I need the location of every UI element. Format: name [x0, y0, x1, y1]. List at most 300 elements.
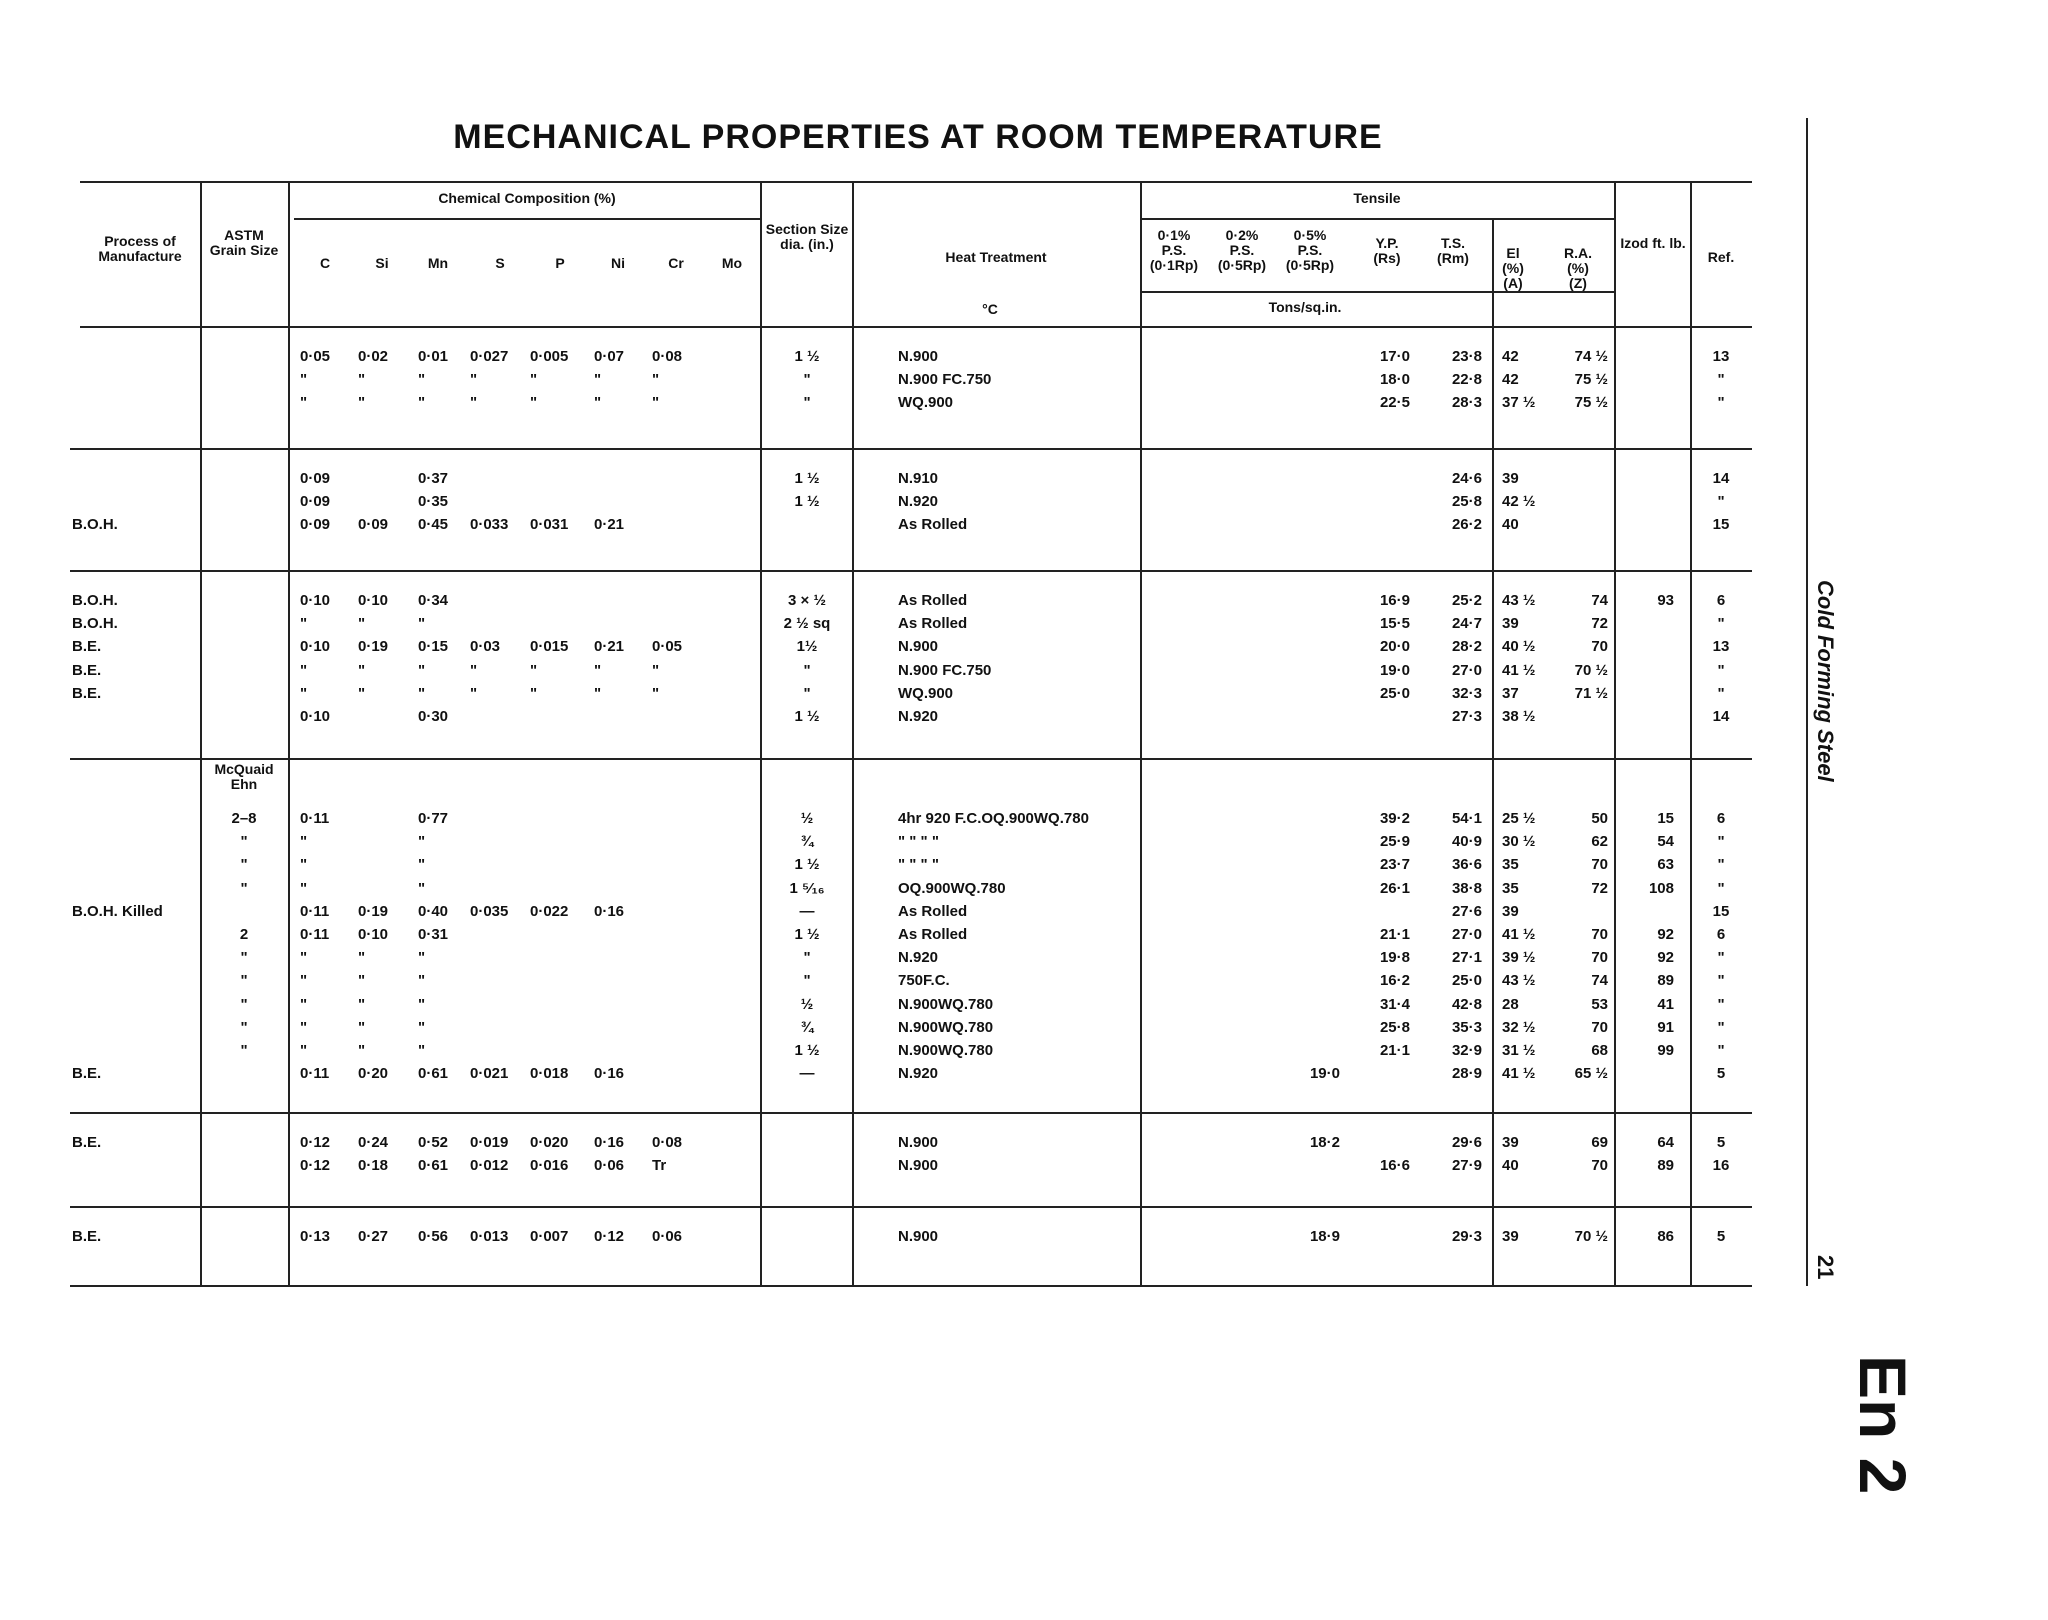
cell-Ni: 0·21	[594, 638, 625, 656]
cell-ra: 62	[1591, 833, 1608, 851]
header-astm: ASTM Grain Size	[209, 227, 279, 258]
cell-ts: 36·6	[1451, 856, 1482, 874]
cell-sec: 1 ½	[794, 348, 820, 365]
cell-C: 0·09	[300, 516, 331, 534]
cell-yp: 25·9	[1379, 833, 1410, 851]
cell-ts: 24·6	[1451, 470, 1482, 487]
cell-izod: 15	[1657, 810, 1674, 827]
cell-Mn: 0·31	[418, 926, 449, 943]
cell-sec: 1 ½	[794, 470, 820, 487]
cell-Mn: 0·45	[418, 516, 449, 534]
header-ps05: 0·5% P.S. (0·5Rp)	[1285, 227, 1335, 273]
cell-C: "	[300, 684, 308, 702]
cell-ts: 54·1	[1451, 810, 1482, 827]
cell-ra: 70	[1591, 949, 1608, 967]
cell-Cr: 0·06	[652, 1228, 683, 1245]
header-Ni: Ni	[611, 255, 625, 271]
cell-ht: " " " "	[898, 856, 939, 874]
cell-el: 39	[1502, 470, 1519, 487]
cell-C: 0·10	[300, 592, 331, 609]
header-process: Process of Manufacture	[98, 233, 182, 264]
cell-S: 0·012	[470, 1157, 509, 1175]
cell-el: 32 ½	[1502, 1018, 1536, 1036]
cell-proc: B.E.	[72, 1065, 102, 1083]
cell-Si: 0·24	[358, 1134, 389, 1151]
cell-Mn: "	[418, 949, 426, 967]
cell-ts: 42·8	[1451, 995, 1482, 1013]
cell-Ni: 0·16	[594, 1134, 625, 1151]
cell-Mn: "	[418, 684, 426, 702]
cell-el: 31 ½	[1502, 1042, 1536, 1059]
cell-Ni: 0·16	[594, 1065, 625, 1083]
cell-S: "	[470, 684, 478, 702]
cell-ht: N.900WQ.780	[898, 1042, 994, 1059]
cell-yp: 31·4	[1379, 995, 1410, 1013]
cell-ra: 70 ½	[1574, 661, 1608, 679]
cell-C: 0·09	[300, 493, 331, 511]
cell-ts: 27·6	[1451, 902, 1482, 920]
header-ps01: 0·1% P.S. (0·1Rp)	[1149, 227, 1199, 273]
cell-C: 0·12	[300, 1134, 331, 1151]
cell-ht: N.900	[898, 1157, 939, 1175]
cell-P: 0·031	[530, 516, 569, 534]
cell-Mn: 0·56	[418, 1228, 449, 1245]
cell-ra: 70	[1591, 926, 1608, 943]
cell-ht: 4hr 920 F.C.OQ.900WQ.780	[898, 810, 1089, 827]
cell-ts: 28·9	[1451, 1065, 1482, 1083]
cell-ref: 6	[1716, 592, 1726, 609]
cell-astm: "	[240, 972, 248, 990]
cell-izod: 108	[1648, 879, 1674, 897]
cell-ref: "	[1717, 394, 1725, 412]
cell-el: 43 ½	[1502, 972, 1536, 990]
cell-ht: N.900 FC.750	[898, 371, 992, 389]
cell-sec: 1 ½	[794, 708, 820, 725]
cell-sec: 2 ½ sq	[783, 615, 831, 633]
cell-P: "	[530, 684, 538, 702]
cell-izod: 63	[1657, 856, 1674, 874]
cell-izod: 54	[1657, 833, 1674, 851]
cell-ra: 70	[1591, 1157, 1608, 1175]
cell-ref: "	[1717, 995, 1725, 1013]
cell-proc: B.E.	[72, 661, 102, 679]
cell-izod: 92	[1657, 949, 1674, 967]
cell-izod: 99	[1657, 1042, 1674, 1059]
cell-yp: 23·7	[1379, 856, 1410, 874]
cell-el: 35	[1502, 856, 1519, 874]
cell-Cr: 0·08	[652, 348, 683, 365]
cell-sec: "	[803, 949, 811, 967]
header-S: S	[495, 255, 505, 271]
cell-S: 0·033	[470, 516, 509, 534]
cell-Ni: "	[594, 371, 602, 389]
cell-C: 0·10	[300, 638, 331, 656]
cell-el: 42	[1502, 371, 1519, 389]
header-Mo: Mo	[721, 255, 743, 271]
cell-ref: "	[1717, 972, 1725, 990]
cell-S: "	[470, 661, 478, 679]
cell-C: "	[300, 615, 308, 633]
cell-C: 0·11	[300, 810, 330, 827]
cell-Si: "	[358, 394, 366, 412]
cell-Mn: 0·77	[418, 810, 449, 827]
cell-yp: 39·2	[1379, 810, 1410, 827]
cell-sec: 1 ½	[794, 856, 820, 874]
cell-yp: 19·0	[1379, 661, 1410, 679]
cell-astm: 2–8	[231, 810, 257, 827]
cell-ref: 6	[1716, 810, 1726, 827]
cell-ts: 27·9	[1451, 1157, 1482, 1175]
cell-Mn: 0·01	[418, 348, 449, 365]
cell-ref: 14	[1712, 708, 1730, 725]
cell-Si: 0·27	[358, 1228, 389, 1245]
cell-ts: 25·2	[1451, 592, 1482, 609]
cell-ps05: 18·2	[1309, 1134, 1340, 1151]
cell-proc: B.E.	[72, 638, 102, 656]
cell-ht: N.910	[898, 470, 939, 487]
cell-P: "	[530, 394, 538, 412]
cell-ht: As Rolled	[898, 926, 968, 943]
cell-S: 0·035	[470, 902, 509, 920]
cell-yp: 21·1	[1379, 926, 1410, 943]
cell-ref: 5	[1716, 1228, 1726, 1245]
cell-Mn: 0·15	[418, 638, 449, 656]
cell-Mn: 0·34	[418, 592, 449, 609]
cell-C: "	[300, 661, 308, 679]
page-title: MECHANICAL PROPERTIES AT ROOM TEMPERATURE	[453, 118, 1383, 156]
cell-sec: "	[803, 661, 811, 679]
cell-ra: 70 ½	[1574, 1228, 1608, 1245]
cell-ref: "	[1717, 661, 1725, 679]
cell-sec: ¾	[800, 833, 814, 851]
cell-el: 28	[1502, 995, 1519, 1013]
cell-Si: 0·20	[358, 1065, 389, 1083]
cell-Ni: 0·16	[594, 902, 625, 920]
cell-sec: 1½	[796, 638, 818, 656]
cell-ht: N.900 FC.750	[898, 661, 992, 679]
cell-Mn: "	[418, 371, 426, 389]
cell-P: 0·005	[530, 348, 569, 365]
cell-izod: 86	[1657, 1228, 1674, 1245]
cell-C: 0·09	[300, 470, 331, 487]
cell-ht: N.900	[898, 638, 939, 656]
cell-el: 25 ½	[1502, 810, 1536, 827]
cell-el: 39	[1502, 615, 1519, 633]
cell-Mn: 0·35	[418, 493, 449, 511]
cell-proc: B.O.H.	[72, 516, 118, 534]
cell-izod: 89	[1657, 972, 1674, 990]
cell-Si: "	[358, 1018, 366, 1036]
cell-ra: 50	[1591, 810, 1608, 827]
cell-ht: N.900WQ.780	[898, 1018, 994, 1036]
cell-astm: "	[240, 833, 248, 851]
cell-Mn: "	[418, 879, 426, 897]
cell-C: 0·11	[300, 902, 330, 920]
cell-Cr: "	[652, 684, 660, 702]
cell-yp: 15·5	[1379, 615, 1410, 633]
cell-ps05: 18·9	[1309, 1228, 1340, 1245]
cell-ts: 26·2	[1451, 516, 1482, 534]
cell-Si: "	[358, 1042, 366, 1059]
cell-el: 43 ½	[1502, 592, 1536, 609]
cell-yp: 18·0	[1379, 371, 1410, 389]
cell-ts: 27·0	[1451, 661, 1482, 679]
cell-P: 0·018	[530, 1065, 569, 1083]
cell-ts: 27·0	[1451, 926, 1482, 943]
cell-astm: 2	[239, 926, 249, 943]
cell-yp: 26·1	[1379, 879, 1410, 897]
cell-proc: B.O.H.	[72, 592, 118, 609]
cell-ts: 27·1	[1451, 949, 1482, 967]
cell-ts: 29·3	[1451, 1228, 1482, 1245]
cell-Mn: 0·52	[418, 1134, 449, 1151]
cell-Si: 0·19	[358, 902, 389, 920]
cell-Cr: "	[652, 371, 660, 389]
cell-ht: N.920	[898, 1065, 939, 1083]
cell-ra: 65 ½	[1574, 1065, 1608, 1083]
cell-ref: 15	[1712, 516, 1730, 534]
cell-proc: B.O.H.	[72, 615, 118, 633]
cell-ref: 14	[1712, 470, 1730, 487]
cell-el: 39 ½	[1502, 949, 1536, 967]
cell-C: "	[300, 394, 308, 412]
cell-yp: 22·5	[1379, 394, 1410, 412]
cell-P: 0·016	[530, 1157, 569, 1175]
cell-yp: 25·0	[1379, 684, 1410, 702]
cell-ref: "	[1717, 856, 1725, 874]
cell-ra: 74 ½	[1574, 348, 1608, 365]
cell-el: 41 ½	[1502, 926, 1536, 943]
header-el: El (%) (A)	[1502, 245, 1524, 291]
cell-ts: 40·9	[1451, 833, 1482, 851]
cell-ra: 75 ½	[1574, 394, 1608, 412]
cell-ht: As Rolled	[898, 615, 968, 633]
cell-ts: 24·7	[1451, 615, 1482, 633]
cell-C: 0·11	[300, 926, 330, 943]
cell-Mn: "	[418, 661, 426, 679]
header-tensile-group: Tensile	[1353, 190, 1401, 206]
cell-ht: WQ.900	[898, 394, 954, 412]
cell-ht: 750F.C.	[898, 972, 950, 990]
cell-ht: N.900	[898, 1228, 939, 1245]
cell-C: "	[300, 856, 308, 874]
cell-izod: 92	[1657, 926, 1674, 943]
cell-ts: 32·9	[1451, 1042, 1482, 1059]
header-C: C	[319, 255, 331, 271]
cell-ht: WQ.900	[898, 684, 954, 702]
cell-el: 41 ½	[1502, 1065, 1536, 1083]
header-Cr: Cr	[668, 255, 684, 271]
cell-el: 30 ½	[1502, 833, 1536, 851]
cell-P: "	[530, 661, 538, 679]
cell-Mn: "	[418, 1042, 426, 1059]
cell-Ni: "	[594, 684, 602, 702]
cell-Mn: "	[418, 394, 426, 412]
cell-sec: 1 ½	[794, 926, 820, 943]
cell-ht: As Rolled	[898, 516, 968, 534]
cell-yp: 16·2	[1379, 972, 1410, 990]
cell-ts: 27·3	[1451, 708, 1482, 725]
cell-P: 0·015	[530, 638, 569, 656]
cell-S: 0·027	[470, 348, 509, 365]
cell-ts: 32·3	[1451, 684, 1482, 702]
cell-Mn: "	[418, 615, 426, 633]
cell-Si: "	[358, 661, 366, 679]
cell-el: 40	[1502, 1157, 1519, 1175]
cell-ht: OQ.900WQ.780	[898, 879, 1006, 897]
header-Si: Si	[375, 255, 389, 271]
mcquaid-label: McQuaid Ehn	[214, 761, 274, 792]
cell-yp: 17·0	[1379, 348, 1410, 365]
cell-izod: 89	[1657, 1157, 1674, 1175]
cell-Mn: "	[418, 1018, 426, 1036]
cell-Cr: Tr	[652, 1157, 667, 1175]
cell-Si: 0·19	[358, 638, 389, 656]
cell-ref: 5	[1716, 1134, 1726, 1151]
cell-ra: 70	[1591, 638, 1608, 656]
cell-P: "	[530, 371, 538, 389]
cell-C: "	[300, 1042, 308, 1059]
cell-astm: "	[240, 1042, 248, 1059]
cell-ref: 16	[1712, 1157, 1730, 1175]
cell-S: "	[470, 394, 478, 412]
cell-ts: 29·6	[1451, 1134, 1482, 1151]
cell-izod: 64	[1657, 1134, 1674, 1151]
cell-Ni: "	[594, 661, 602, 679]
cell-ref: "	[1717, 1042, 1725, 1059]
cell-izod: 41	[1657, 995, 1674, 1013]
cell-P: 0·022	[530, 902, 569, 920]
cell-ht: N.920	[898, 708, 939, 725]
header-heat-unit: °C	[982, 301, 998, 317]
cell-sec: 3 × ½	[788, 592, 826, 609]
cell-ht: N.920	[898, 493, 939, 511]
cell-Mn: "	[418, 972, 426, 990]
cell-el: 42 ½	[1502, 493, 1536, 511]
header-section: Section Size dia. (in.)	[765, 221, 849, 252]
cell-sec: "	[803, 972, 811, 990]
cell-Si: "	[358, 949, 366, 967]
cell-S: 0·021	[470, 1065, 509, 1083]
cell-sec: 1 ⁵⁄₁₆	[789, 879, 825, 897]
cell-ra: 68	[1591, 1042, 1608, 1059]
cell-P: 0·020	[530, 1134, 569, 1151]
cell-ps05: 19·0	[1309, 1065, 1340, 1083]
cell-el: 35	[1502, 879, 1519, 897]
cell-ra: 74	[1591, 592, 1608, 609]
cell-Si: 0·10	[358, 592, 389, 609]
cell-Si: 0·10	[358, 926, 389, 943]
cell-Si: 0·09	[358, 516, 389, 534]
cell-Si: "	[358, 995, 366, 1013]
header-tensile-unit: Tons/sq.in.	[1268, 299, 1342, 315]
cell-el: 40 ½	[1502, 638, 1536, 656]
side-label: Cold Forming Steel	[1813, 580, 1838, 782]
cell-Ni: 0·07	[594, 348, 625, 365]
cell-ra: 71 ½	[1574, 684, 1608, 702]
cell-Mn: "	[418, 995, 426, 1013]
cell-ht: As Rolled	[898, 592, 968, 609]
cell-astm: "	[240, 879, 248, 897]
cell-astm: "	[240, 856, 248, 874]
cell-yp: 25·8	[1379, 1018, 1410, 1036]
cell-Mn: 0·37	[418, 470, 449, 487]
cell-C: "	[300, 371, 308, 389]
cell-yp: 16·6	[1379, 1157, 1410, 1175]
cell-C: 0·12	[300, 1157, 331, 1175]
cell-C: 0·11	[300, 1065, 330, 1083]
header-ra: R.A. (%) (Z)	[1564, 245, 1592, 291]
cell-izod: 93	[1657, 592, 1674, 609]
cell-ht: As Rolled	[898, 902, 968, 920]
cell-astm: "	[240, 1018, 248, 1036]
cell-Mn: 0·30	[418, 708, 449, 725]
cell-proc: B.E.	[72, 1228, 102, 1245]
cell-ht: N.900WQ.780	[898, 995, 994, 1013]
cell-ref: 15	[1712, 902, 1730, 920]
cell-ref: "	[1717, 879, 1725, 897]
cell-C: "	[300, 879, 308, 897]
cell-ref: 13	[1712, 638, 1730, 656]
cell-ts: 28·2	[1451, 638, 1482, 656]
cell-ra: 72	[1591, 879, 1608, 897]
cell-Cr: 0·05	[652, 638, 683, 656]
cell-ht: " " " "	[898, 833, 939, 851]
cell-Si: "	[358, 972, 366, 990]
cell-ra: 72	[1591, 615, 1608, 633]
cell-Ni: "	[594, 394, 602, 412]
cell-Mn: 0·40	[418, 902, 449, 920]
cell-sec: ¾	[800, 1018, 814, 1036]
steel-grade: En 2	[1846, 1355, 1920, 1495]
header-ref: Ref.	[1707, 249, 1735, 265]
cell-C: "	[300, 833, 308, 851]
cell-el: 41 ½	[1502, 661, 1536, 679]
cell-Mn: 0·61	[418, 1157, 449, 1175]
cell-Ni: 0·21	[594, 516, 625, 534]
cell-ref: "	[1717, 493, 1725, 511]
cell-el: 39	[1502, 1134, 1519, 1151]
page-number: 21	[1813, 1255, 1838, 1280]
cell-ts: 38·8	[1451, 879, 1482, 897]
header-yp: Y.P. (Rs)	[1373, 235, 1401, 266]
cell-ra: 69	[1591, 1134, 1608, 1151]
cell-el: 39	[1502, 1228, 1519, 1245]
cell-ra: 74	[1591, 972, 1608, 990]
cell-el: 37	[1502, 684, 1519, 702]
cell-S: 0·019	[470, 1134, 509, 1151]
cell-el: 38 ½	[1502, 708, 1536, 725]
cell-el: 42	[1502, 348, 1519, 365]
header-chem-group: Chemical Composition (%)	[438, 190, 616, 206]
cell-yp: 19·8	[1379, 949, 1410, 967]
cell-Si: 0·18	[358, 1157, 389, 1175]
header-P: P	[555, 255, 565, 271]
cell-ref: 13	[1712, 348, 1730, 365]
header-ps02: 0·2% P.S. (0·5Rp)	[1217, 227, 1267, 273]
cell-ts: 25·0	[1451, 972, 1482, 990]
cell-ra: 75 ½	[1574, 371, 1608, 389]
cell-C: "	[300, 972, 308, 990]
cell-C: "	[300, 995, 308, 1013]
cell-Cr: 0·08	[652, 1134, 683, 1151]
cell-ref: "	[1717, 615, 1725, 633]
cell-sec: "	[803, 394, 811, 412]
cell-Ni: 0·06	[594, 1157, 625, 1175]
cell-ref: "	[1717, 684, 1725, 702]
cell-sec: 1 ½	[794, 1042, 820, 1059]
cell-ra: 70	[1591, 1018, 1608, 1036]
